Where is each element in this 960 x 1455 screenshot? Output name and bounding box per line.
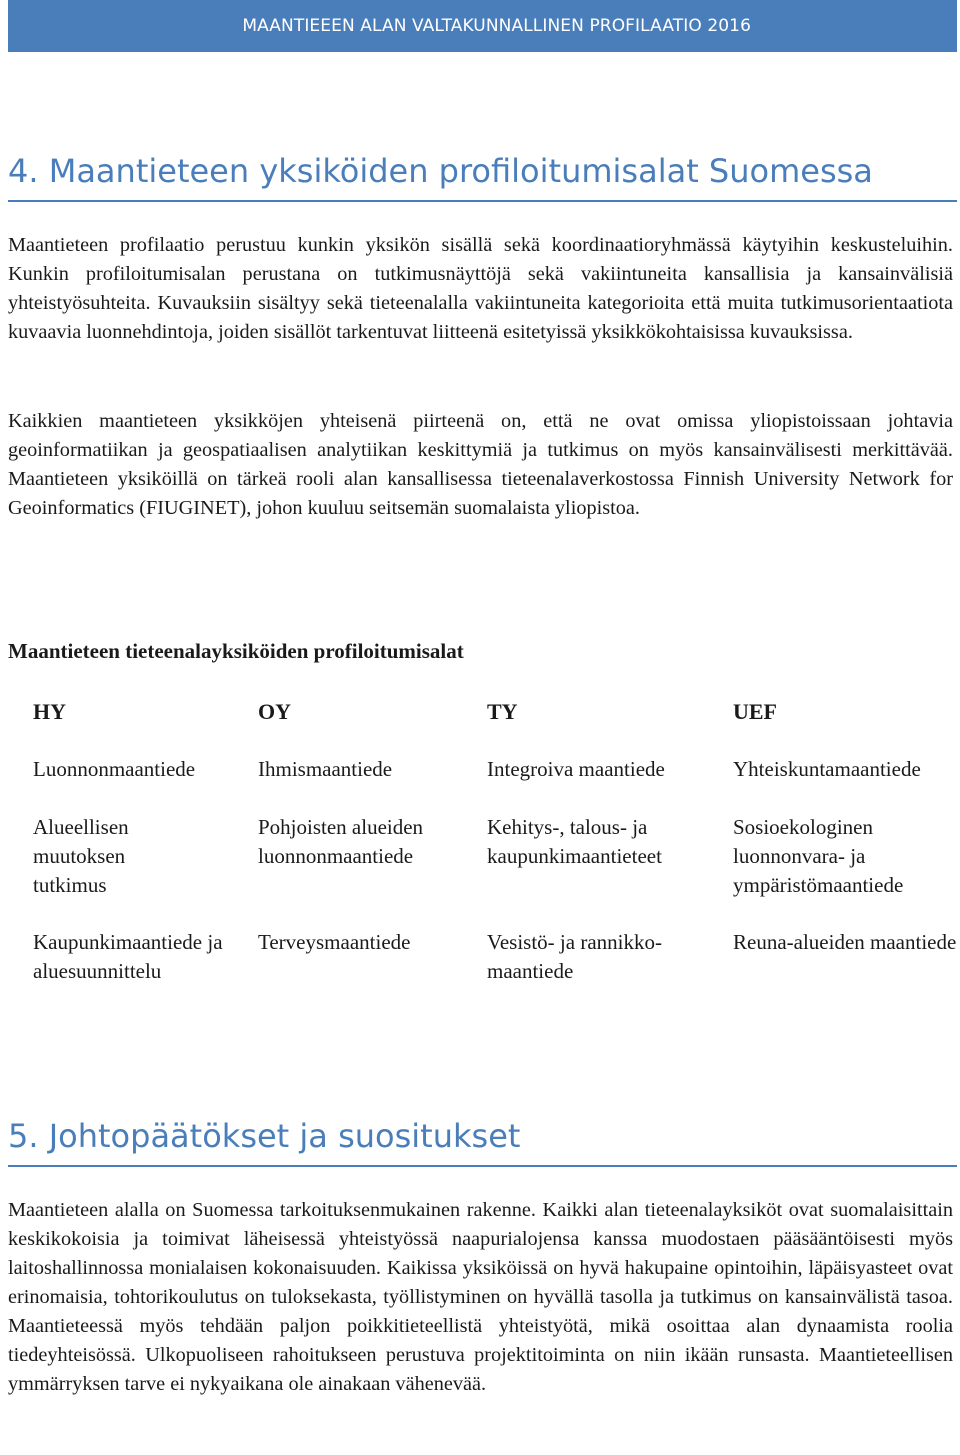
section-4-title: 4. Maantieteen yksiköiden profiloitumisalat Suomessa [8, 152, 873, 190]
table-cell: Kaupunkimaantiede ja aluesuunnittelu [33, 930, 223, 983]
table-header-hy: HY [33, 699, 66, 724]
section-5-title: 5. Johtopäätökset ja suositukset [8, 1117, 521, 1155]
header-banner [8, 0, 957, 52]
section-4-paragraph-1: Maantieteen profilaatio perustuu kunkin yksikön sisällä sekä koordinaatioryhmässä käytyihin keskusteluihin. Kunkin profiloitumisalan perustana on tutkimusnäyttöjä sekä vakiintuneita kansallisia ja kansainvälisiä yhteistyösuhteita. Kuvauksiin sisältyy sekä tieteenalalla vakiintuneita kategorioita että muita tutkimusorientaatiota kuvaavia luonnehdintoja, joiden sisällöt tarkentuvat liitteenä esitetyissä yksikkökohtaisissa kuvauksissa. [8, 234, 953, 343]
table-cell: Yhteiskuntamaantiede [733, 757, 921, 781]
section-5-divider [8, 1165, 957, 1167]
table-cell: Vesistö- ja rannikko-maantiede [487, 930, 662, 983]
table-cell: Alueellisen muutoksen tutkimus [33, 815, 129, 897]
section-4-paragraph-2: Kaikkien maantieteen yksikköjen yhteisenä piirteenä on, että ne ovat omissa yliopistoissaan johtavia geoinformatiikan ja geospatiaalisen analytiikan keskittymiä ja tutkimus on myös kansainvälisesti merkittävää. Maantieteen yksiköillä on tärkeä rooli alan kansallisessa tieteenalaverkostossa Finnish University Network for Geoinformatics (FIUGINET), johon kuuluu seitsemän suomalaista yliopistoa. [8, 410, 953, 519]
profile-table-title: Maantieteen tieteenalayksiköiden profiloitumisalat [8, 639, 464, 663]
table-cell: Sosioekologinen luonnonvara- ja ympäristömaantiede [733, 815, 904, 897]
table-cell: Terveysmaantiede [258, 930, 411, 954]
table-header-ty: TY [487, 699, 518, 724]
table-cell: Ihmismaantiede [258, 757, 393, 781]
section-4-divider [8, 200, 957, 202]
table-header-oy: OY [258, 699, 291, 724]
banner-title: MAANTIEEEN ALAN VALTAKUNNALLINEN PROFILAATIO 2016 [242, 16, 751, 36]
table-cell: Kehitys-, talous- ja kaupunkimaantieteet [487, 815, 662, 868]
table-cell: Reuna-alueiden maantiede [733, 930, 957, 954]
table-cell: Luonnonmaantiede [33, 757, 196, 781]
table-header-uef: UEF [733, 699, 777, 724]
table-cell: Pohjoisten alueiden luonnonmaantiede [258, 815, 424, 868]
table-cell: Integroiva maantiede [487, 757, 665, 781]
section-5-paragraph: Maantieteen alalla on Suomessa tarkoituksenmukainen rakenne. Kaikki alan tieteenalayksiköt ovat suomalaisittain keskikokoisia ja toimivat läheisessä yhteistyössä naapurialojensa kanssa muodostaen pääsääntöisesti myös laitoshallinnossa monialaisen kokonaisuuden. Kaikissa yksiköissä on hyvä hakupaine opintoihin, läpäisyasteet ovat erinomaisia, tohtorikoulutus on tuloksekasta, työllistyminen on hyvällä tasolla ja tutkimus on kansainvälistä tasoa. Maantieteessä myös tehdään paljon poikkitieteellistä yhteistyötä, mikä osoittaa alan dynaamista roolia tiedeyhteisössä. Ulkopuoliseen rahoitukseen perustuva projektitoiminta on niin ikään runsasta. Maantieteellisen ymmärryksen tarve ei nykyaikana ole ainakaan vähenevää. [8, 1199, 953, 1395]
